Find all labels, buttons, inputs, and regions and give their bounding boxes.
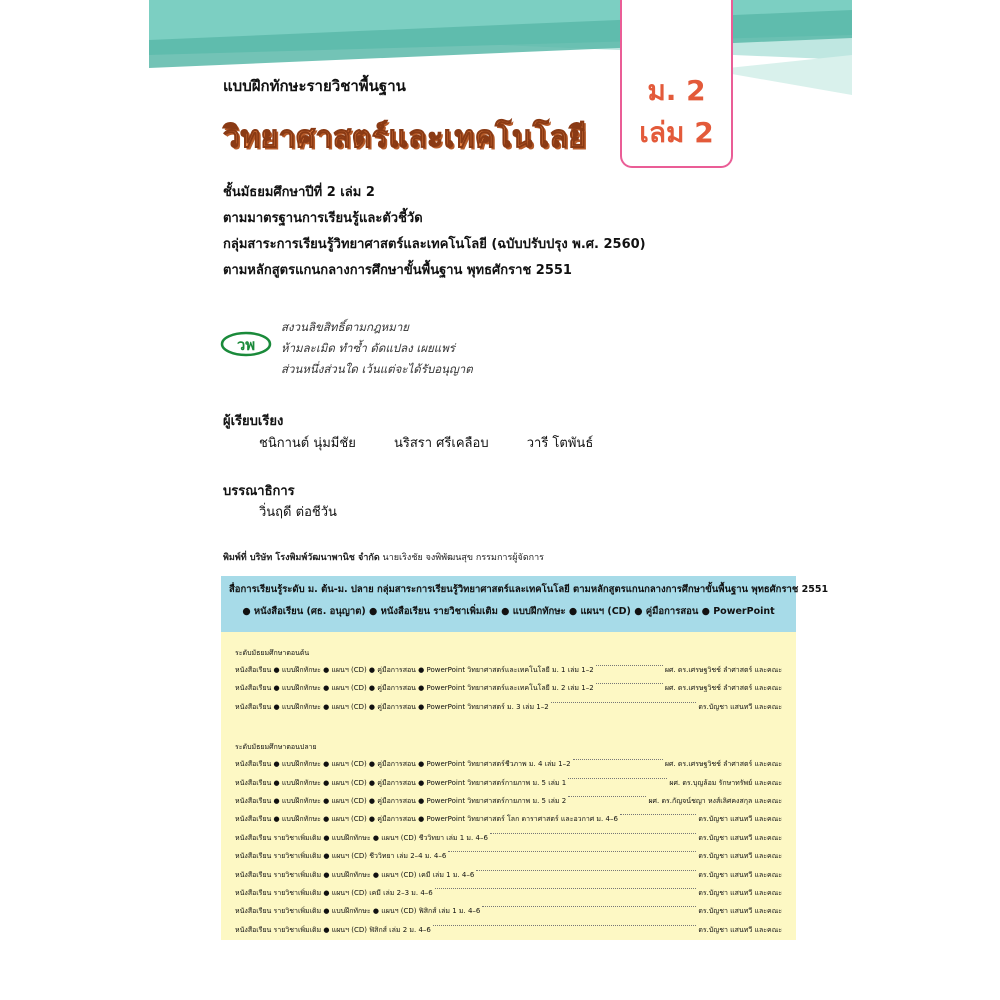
item-author: ผศ. ดร.เศรษฐวิชช์ ลำศาสตร์ และคณะ: [664, 760, 782, 769]
item-author: ดร.บัญชา แสนทวี และคณะ: [698, 852, 782, 861]
dot-leader: [490, 833, 696, 834]
item-title: หนังสือเรียน ● แบบฝึกทักษะ ● แผนฯ (CD) ● คู่มือการสอน ● PowerPoint วิทยาศาสตร์และเทคโนโลยี ม. 2 เล่ม 1–2: [235, 684, 594, 693]
dot-leader: [568, 778, 667, 779]
list-item: [235, 759, 782, 777]
publisher-logo-text: วพ: [236, 336, 256, 354]
list-item: [235, 814, 782, 832]
copyright-line: ส่วนหนึ่งส่วนใด เว้นแต่จะได้รับอนุญาต: [281, 362, 473, 376]
grade-badge: [620, 0, 733, 168]
item-author: ดร.บัญชา แสนทวี และคณะ: [698, 833, 782, 842]
book-title: วิทยาศาสตร์และเทคโนโลยี: [223, 120, 587, 155]
dot-leader: [435, 888, 697, 889]
list-item: [235, 851, 782, 869]
item-title: หนังสือเรียน รายวิชาเพิ่มเติม ● แผนฯ (CD) เคมี เล่ม 2–3 ม. 4–6: [235, 888, 433, 897]
dot-leader: [620, 814, 696, 815]
item-author: ผศ. ดร.เศรษฐวิชช์ ลำศาสตร์ และคณะ: [664, 666, 782, 674]
printer-company: พิมพ์ที่ บริษัท โรงพิมพ์วัฒนาพานิช จำกัด: [223, 553, 380, 563]
item-author: ผศ. ดร.กัญจน์ชญา หงส์เลิศคงสกุล และคณะ: [648, 796, 782, 805]
item-author: ดร.บัญชา แสนทวี และคณะ: [698, 888, 782, 897]
info-line: ตามมาตรฐานการเรียนรู้และตัวชี้วัด: [223, 211, 423, 226]
printer-line: [223, 550, 544, 564]
list-item: [235, 833, 782, 851]
dot-leader: [596, 665, 663, 666]
compiler-name: วารี โตพันธ์: [526, 436, 594, 451]
item-title: หนังสือเรียน รายวิชาเพิ่มเติม ● แบบฝึกทักษะ ● แผนฯ (CD) ชีววิทยา เล่ม 1 ม. 4–6: [235, 833, 488, 842]
item-title: หนังสือเรียน รายวิชาเพิ่มเติม ● แผนฯ (CD) ฟิสิกส์ เล่ม 2 ม. 4–6: [235, 925, 431, 934]
catalog-title: สื่อการเรียนรู้ระดับ ม. ต้น-ม. ปลาย กลุ่มสาระการเรียนรู้วิทยาศาสตร์และเทคโนโลยี ตามหลักสูตรแกนกลางการศึกษาขั้นพื้นฐาน พุทธศักราช 2551: [229, 584, 829, 595]
dot-leader: [476, 870, 696, 871]
printer-manager: นายเริงชัย จงพิพัฒนสุข กรรมการผู้จัดการ: [382, 553, 545, 563]
catalog-box: [221, 576, 829, 940]
list-item: [235, 888, 782, 906]
dot-leader: [551, 702, 697, 703]
item-author: ผศ. ดร.บุญล้อม รักษาทรัพย์ และคณะ: [669, 778, 782, 787]
item-title: หนังสือเรียน รายวิชาเพิ่มเติม ● แบบฝึกทักษะ ● แผนฯ (CD) เคมี เล่ม 1 ม. 4–6: [235, 870, 475, 879]
list-item: [235, 870, 782, 888]
list-item: [235, 683, 782, 701]
list-item: [235, 906, 782, 924]
dot-leader: [596, 683, 663, 684]
publisher-logo-icon: [220, 330, 272, 358]
item-author: ดร.บัญชา แสนทวี และคณะ: [698, 815, 782, 824]
compilers-list: [259, 432, 627, 453]
book-info: [223, 180, 646, 284]
item-title: หนังสือเรียน ● แบบฝึกทักษะ ● แผนฯ (CD) ● คู่มือการสอน ● PowerPoint วิทยาศาสตร์กายภาพ ม. 5 เล่ม 1: [235, 778, 567, 787]
lower-secondary-label: ระดับมัธยมศึกษาตอนต้น: [235, 649, 310, 657]
upper-secondary-label: ระดับมัธยมศึกษาตอนปลาย: [235, 743, 317, 752]
list-item: [235, 778, 782, 796]
copyright-line: ห้ามละเมิด ทำซ้ำ ดัดแปลง เผยแพร่: [281, 341, 455, 355]
compiler-name: ชนิกานต์ นุ่มมีชัย: [259, 436, 356, 451]
item-title: หนังสือเรียน ● แบบฝึกทักษะ ● แผนฯ (CD) ● คู่มือการสอน ● PowerPoint วิทยาศาสตร์ ม. 3 เล่ม 1–2: [235, 702, 549, 711]
item-author: ผศ. ดร.เศรษฐวิชช์ ลำศาสตร์ และคณะ: [664, 684, 782, 693]
book-title-page: [149, 0, 852, 1000]
editor-label: บรรณาธิการ: [223, 484, 295, 499]
dot-leader: [568, 796, 646, 797]
compiler-name: นริสรา ศรีเคลือบ: [393, 436, 489, 451]
dot-leader: [573, 759, 663, 760]
item-title: หนังสือเรียน ● แบบฝึกทักษะ ● แผนฯ (CD) ● คู่มือการสอน ● PowerPoint วิทยาศาสตร์ โลก ดาราศาสตร์ และอวกาศ ม. 4–6: [235, 815, 618, 824]
item-author: ดร.บัญชา แสนทวี และคณะ: [698, 907, 782, 916]
item-title: หนังสือเรียน รายวิชาเพิ่มเติม ● แผนฯ (CD) ชีววิทยา เล่ม 2–4 ม. 4–6: [235, 852, 447, 861]
info-line: กลุ่มสาระการเรียนรู้วิทยาศาสตร์และเทคโนโลยี (ฉบับปรับปรุง พ.ศ. 2560): [223, 237, 646, 252]
item-title: หนังสือเรียน ● แบบฝึกทักษะ ● แผนฯ (CD) ● คู่มือการสอน ● PowerPoint วิทยาศาสตร์และเทคโนโลยี ม. 1 เล่ม 1–2: [235, 666, 594, 674]
item-author: ดร.บัญชา แสนทวี และคณะ: [698, 925, 782, 934]
catalog-body: [221, 632, 796, 943]
list-item: [235, 925, 782, 943]
grade-label: ม. 2: [647, 74, 706, 107]
list-item: [235, 702, 782, 720]
dot-leader: [482, 906, 696, 907]
compilers-label: ผู้เรียบเรียง: [223, 414, 284, 429]
item-title: หนังสือเรียน รายวิชาเพิ่มเติม ● แบบฝึกทักษะ ● แผนฯ (CD) ฟิสิกส์ เล่ม 1 ม. 4–6: [235, 907, 481, 916]
info-line: ชั้นมัธยมศึกษาปีที่ 2 เล่ม 2: [223, 185, 375, 200]
dot-leader: [448, 851, 696, 852]
copyright-line: สงวนลิขสิทธิ์ตามกฎหมาย: [281, 320, 410, 334]
list-item: [235, 796, 782, 814]
dot-leader: [433, 925, 696, 926]
catalog-subtitle: ● หนังสือเรียน (ศธ. อนุญาต) ● หนังสือเรียน รายวิชาเพิ่มเติม ● แบบฝึกทักษะ ● แผนฯ (CD) ● คู่มือการสอน ● PowerPoint: [242, 606, 775, 617]
series-kicker: แบบฝึกทักษะรายวิชาพื้นฐาน: [223, 77, 406, 95]
item-title: หนังสือเรียน ● แบบฝึกทักษะ ● แผนฯ (CD) ● คู่มือการสอน ● PowerPoint วิทยาศาสตร์กายภาพ ม. 5 เล่ม 2: [235, 796, 567, 805]
item-title: หนังสือเรียน ● แบบฝึกทักษะ ● แผนฯ (CD) ● คู่มือการสอน ● PowerPoint วิทยาศาสตร์ชีวภาพ ม. 4 เล่ม 1–2: [235, 760, 571, 769]
volume-label: เล่ม 2: [639, 116, 714, 149]
catalog-header: [221, 576, 829, 632]
list-item: [235, 665, 782, 683]
info-line: ตามหลักสูตรแกนกลางการศึกษาขั้นพื้นฐาน พุทธศักราช 2551: [223, 263, 572, 278]
editor-name: วิ่นฤดี ต่อชีวัน: [259, 505, 337, 520]
item-author: ดร.บัญชา แสนทวี และคณะ: [698, 702, 782, 711]
copyright-notice: [281, 317, 473, 380]
item-author: ดร.บัญชา แสนทวี และคณะ: [698, 870, 782, 879]
